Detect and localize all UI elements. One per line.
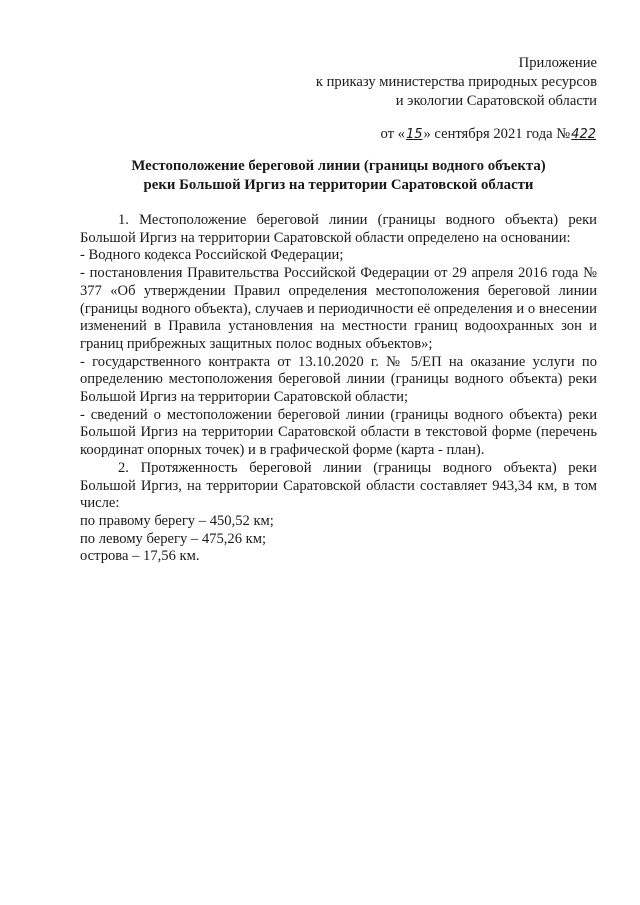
- title-line-2: реки Большой Иргиз на территории Саратовской области: [143, 177, 534, 193]
- left-bank-length: по левому берегу – 475,26 км;: [80, 530, 267, 547]
- appendix-label: Приложение: [518, 55, 597, 71]
- title-line-1: Местоположение береговой линии (границы водного объекта): [131, 158, 546, 174]
- paragraph-1: 1. Местоположение береговой линии (границы водного объекта) реки Большой Иргиз на территории Саратовской области определено на основании:: [80, 212, 597, 246]
- islands-length: острова – 17,56 км.: [80, 548, 200, 565]
- paragraph-state-contract: - государственного контракта от 13.10.2020 г. № 5/ЕП на оказание услуги по определению местоположения береговой линии (границы водного объекта) реки Большой Иргиз на территории Саратовской области;: [80, 353, 597, 406]
- date-middle: » сентября 2021 года №: [423, 126, 571, 142]
- document-body: [80, 212, 597, 566]
- date-prefix: от «: [380, 126, 405, 142]
- paragraph-government-decree: - постановления Правительства Российской Федерации от 29 апреля 2016 года № 377 «Об утверждении Правил определения местоположения береговой линии (границы водного объекта), случаев и периодичности её определения и о внесении изменений в Правила установления на местности границ водоохранных зон и границ прибрежных защитных полос водных объектов»;: [80, 265, 597, 352]
- handwritten-day: 15: [405, 127, 423, 142]
- paragraph-2: 2. Протяженность береговой линии (границы водного объекта) реки Большой Иргиз, на территории Саратовской области составляет 943,34 км, в том числе:: [80, 459, 597, 512]
- right-bank-length: по правому берегу – 450,52 км;: [80, 512, 274, 529]
- appendix-order-ref: к приказу министерства природных ресурсов: [315, 74, 597, 90]
- paragraph-shoreline-data: - сведений о местоположении береговой линии (границы водного объекта) реки Большой Иргиз на территории Саратовской области в текстовой форме (перечень координат опорных точек) и в графической форме (карта - план).: [80, 406, 597, 459]
- appendix-ministry: и экологии Саратовской области: [395, 93, 597, 109]
- appendix-header: [316, 54, 597, 111]
- handwritten-order-number: 422: [571, 127, 596, 142]
- paragraph-water-code: - Водного кодекса Российской Федерации;: [80, 247, 344, 264]
- document-title: [80, 157, 597, 195]
- order-date-line: [381, 125, 598, 144]
